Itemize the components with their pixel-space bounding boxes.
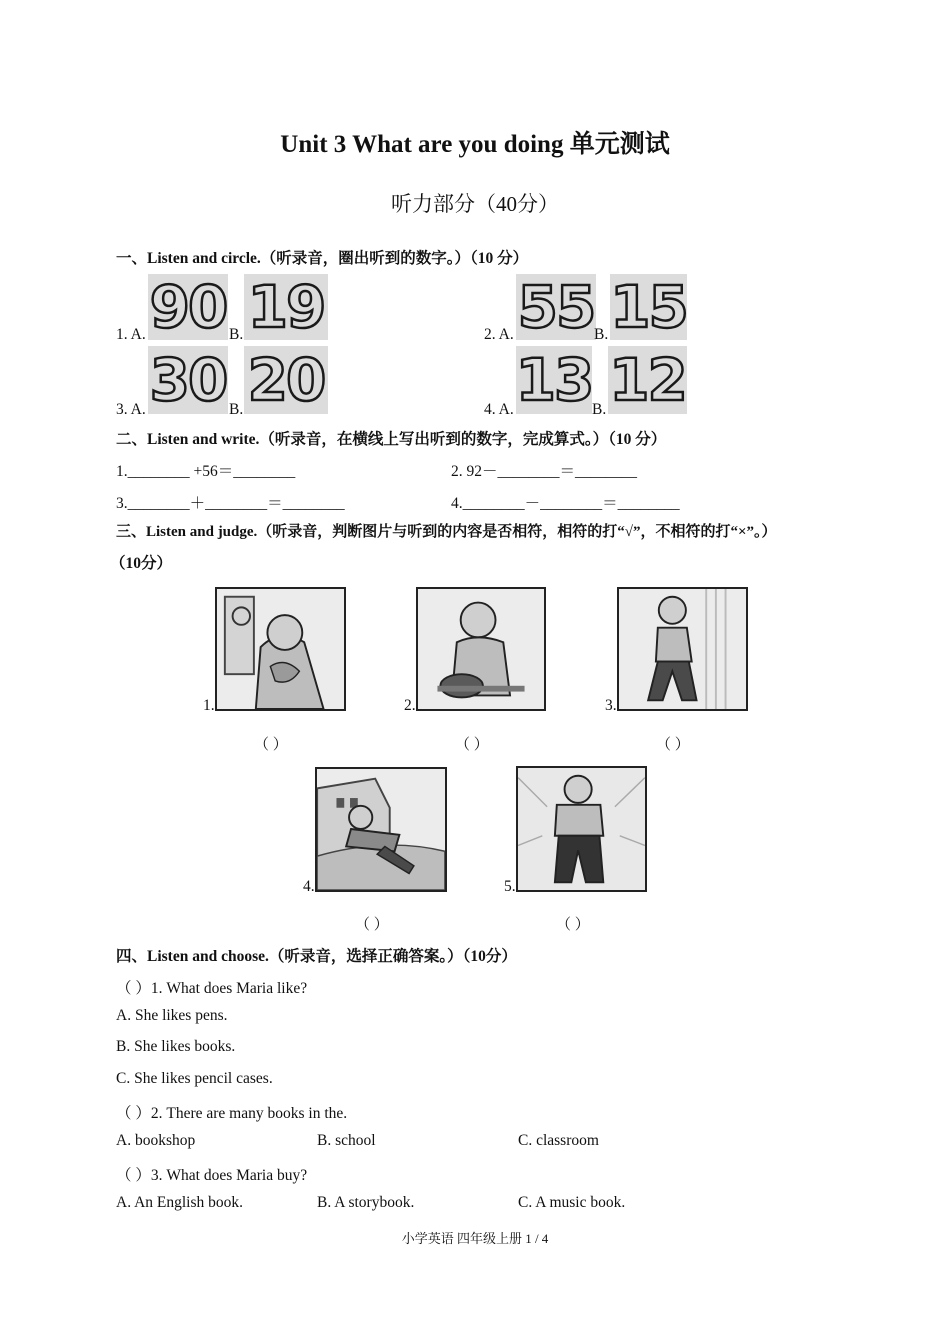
number-image: 20 [244,346,328,414]
s3-label-1: 1. [203,697,215,714]
section-subtitle: 听力部分（40分） [391,192,559,216]
s4-q3-option-a: A. An English book. [116,1194,244,1211]
s1-item2-label: 2. A. [484,326,514,343]
tiger-illustration [619,589,746,709]
number-image: 19 [244,274,328,340]
s1-item3-b: B. [229,401,244,418]
s2-line3: 3.________＋________＝________ [116,495,345,512]
tiger-illustration [317,769,445,890]
s1-item2-b: B. [594,326,609,343]
s1-item4-b: B. [592,401,607,418]
section1-heading: 一、Listen and circle.（听录音，圈出听到的数字。）（10 分） [116,250,529,267]
number-image: 13 [515,346,593,414]
section3-heading: 三、Listen and judge.（听录音，判断图片与听到的内容是否相符，相符的打“√”，不相符的打“×”。） [116,524,777,540]
s4-q2-option-c: C. classroom [518,1132,599,1149]
s4-q2-option-b: B. school [317,1132,376,1149]
tiger-picture [315,767,447,892]
number-image: 55 [517,273,595,341]
section4-heading: 四、Listen and choose.（听录音，选择正确答案。）（10分） [116,948,517,965]
s3-label-2: 2. [404,697,416,714]
s3-answer-1: （ ） [254,737,288,753]
s3-label-3: 3. [605,697,617,714]
s4-q3-option-b: B. A storybook. [317,1194,415,1211]
section2-heading: 二、Listen and write.（听录音，在横线上写出听到的数字，完成算式。）（10 分） [116,431,667,448]
s1-item1-b: B. [229,326,244,343]
s3-label-5: 5. [504,878,516,895]
number-image: 90 [149,273,227,341]
s1-item1-label: 1. A. [116,326,146,343]
tiger-illustration [217,589,344,709]
number-image: 12 [609,346,686,414]
tiger-illustration [418,589,544,709]
s4-q2-option-a: A. bookshop [116,1132,196,1149]
s3-answer-5: （ ） [556,917,590,933]
s4-q1-option-b: B. She likes books. [116,1038,236,1055]
s4-question-1: （ ）1. What does Maria like? [116,980,308,997]
number-image: 15 [610,273,687,341]
s1-item4-label: 4. A. [484,401,514,418]
page-footer: 小学英语 四年级上册 1 / 4 [401,1231,549,1246]
s2-line1: 1.________ +56＝________ [116,463,296,480]
section3-heading-score: （10分） [110,555,173,572]
s2-line2: 2. 92－________＝________ [451,463,638,480]
s4-q1-option-a: A. She likes pens. [116,1007,228,1024]
s4-q1-option-c: C. She likes pencil cases. [116,1070,273,1087]
page-title: Unit 3 What are you doing 单元测试 [280,131,670,158]
s1-item3-label: 3. A. [116,401,146,418]
s3-label-4: 4. [303,878,315,895]
s4-question-2: （ ）2. There are many books in the. [116,1105,348,1122]
s4-question-3: （ ）3. What does Maria buy? [116,1167,308,1184]
tiger-picture [617,587,748,711]
s2-line4: 4.________－________＝________ [451,495,680,512]
number-image: 30 [149,346,227,414]
tiger-picture [215,587,346,711]
s3-answer-4: （ ） [355,917,389,933]
s4-q3-option-c: C. A music book. [518,1194,626,1211]
s3-answer-2: （ ） [455,737,489,753]
s3-answer-3: （ ） [656,737,690,753]
tiger-illustration [518,768,645,890]
tiger-picture [516,766,647,892]
tiger-picture [416,587,546,711]
